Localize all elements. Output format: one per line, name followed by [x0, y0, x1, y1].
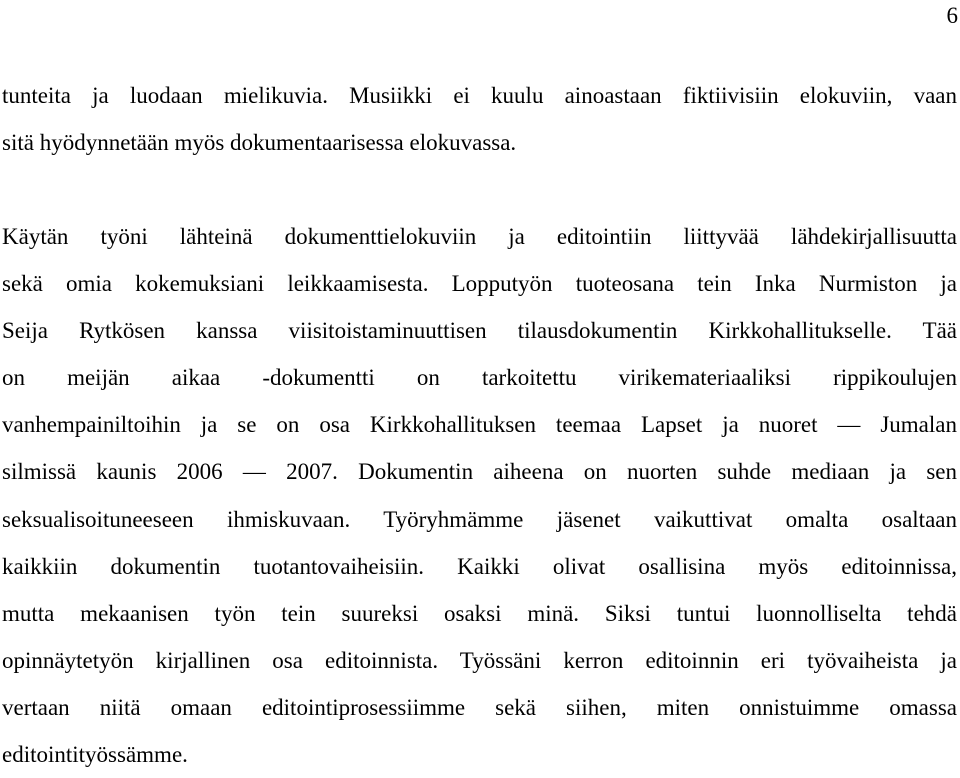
paragraph-1: [2, 72, 957, 166]
text-line: silmissä kaunis 2006 — 2007. Dokumentin aiheena on nuorten suhde mediaan ja sen: [2, 459, 957, 485]
text-line: tunteita ja luodaan mielikuvia. Musiikki ei kuulu ainoastaan fiktiivisiin elokuviin, vaan: [2, 83, 957, 108]
text-line: editointityössämme.: [2, 742, 188, 768]
text-line: opinnäytetyön kirjallinen osa editoinnista. Työssäni kerron editoinnin eri työvaiheista ja: [2, 647, 957, 673]
text-line: sekä omia kokemuksiani leikkaamisesta. Lopputyön tuoteosana tein Inka Nurmiston ja: [2, 271, 957, 297]
text-line: sitä hyödynnetään myös dokumentaarisessa elokuvassa.: [2, 130, 517, 156]
text-line: Seija Rytkösen kanssa viisitoistaminuuttisen tilausdokumentin Kirkkohallitukselle. Tää: [2, 318, 957, 344]
text-line: vanhempainiltoihin ja se on osa Kirkkohallituksen teemaa Lapset ja nuoret — Jumalan: [2, 412, 957, 438]
text-line: on meijän aikaa -dokumentti on tarkoitettu virikemateriaaliksi rippikoulujen: [2, 365, 957, 391]
text-line: Käytän työni lähteinä dokumenttielokuviin ja editointiin liittyvää lähdekirjallisuutta: [2, 224, 957, 249]
paragraph-2: [2, 213, 957, 778]
text-line: mutta mekaanisen työn tein suureksi osaksi minä. Siksi tuntui luonnolliselta tehdä: [2, 600, 957, 626]
text-line: seksualisoituneeseen ihmiskuvaan. Työryhmämme jäsenet vaikuttivat omalta osaltaan: [2, 506, 957, 532]
text-line: vertaan niitä omaan editointiprosessiimme sekä siihen, miten onnistuimme omassa: [2, 694, 957, 720]
text-line: kaikkiin dokumentin tuotantovaiheisiin. Kaikki olivat osallisina myös editoinnissa,: [2, 553, 957, 579]
page-number: 6: [946, 3, 958, 28]
